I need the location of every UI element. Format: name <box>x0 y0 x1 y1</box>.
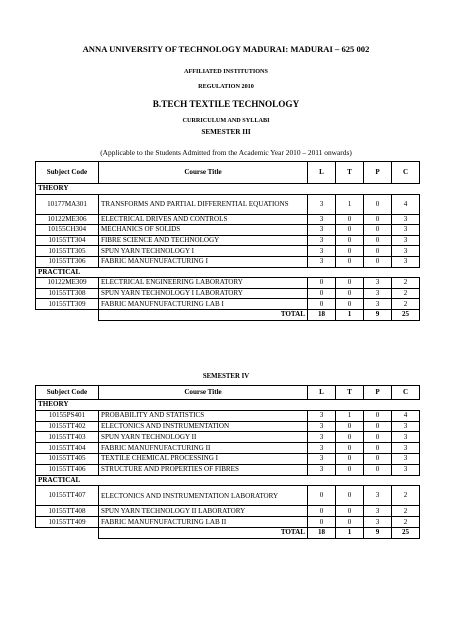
credit-value: 0 <box>364 256 392 267</box>
table-row <box>36 486 420 506</box>
subject-code: 10155PS401 <box>36 410 99 421</box>
table-row <box>36 278 420 289</box>
table-row <box>36 225 420 236</box>
table-row <box>36 443 420 454</box>
course-title: TEXTILE CHEMICAL PROCESSING I <box>99 453 308 464</box>
credit-value: 3 <box>364 278 392 289</box>
applicability-note: (Applicable to the Students Admitted from the Academic Year 2010 – 2011 onwards) <box>100 148 352 157</box>
credit-value: 0 <box>308 278 336 289</box>
credit-value: 0 <box>336 288 364 299</box>
section-row <box>36 400 420 411</box>
credit-value: 1 <box>336 194 364 214</box>
subject-code: 10155TT405 <box>36 453 99 464</box>
section-label: PRACTICAL <box>36 267 420 278</box>
credit-value: 0 <box>308 288 336 299</box>
credit-value: 3 <box>392 214 420 225</box>
programme-title: B.TECH TEXTILE TECHNOLOGY <box>152 99 300 109</box>
total-value: 25 <box>392 527 420 538</box>
subject-code: 10155TT304 <box>36 235 99 246</box>
subject-code: 10122ME306 <box>36 214 99 225</box>
table-row <box>36 194 420 214</box>
credit-value: 0 <box>336 214 364 225</box>
credit-value: 3 <box>308 246 336 257</box>
total-row <box>36 527 420 538</box>
column-header: L <box>308 162 336 184</box>
course-title: PROBABILITY AND STATISTICS <box>99 410 308 421</box>
subject-code: 10155TT404 <box>36 443 99 454</box>
credit-value: 3 <box>364 517 392 528</box>
subject-code: 10155TT308 <box>36 288 99 299</box>
credit-value: 0 <box>336 299 364 310</box>
credit-value: 3 <box>308 256 336 267</box>
column-header: T <box>336 386 364 400</box>
section-row <box>36 184 420 195</box>
subject-code: 10155CH304 <box>36 225 99 236</box>
course-title: FABRIC MANUFNUFACTURING I <box>99 256 308 267</box>
credit-value: 0 <box>364 410 392 421</box>
credit-value: 3 <box>308 194 336 214</box>
course-title: SPUN YARN TECHNOLOGY II LABORATORY <box>99 506 308 517</box>
subject-code: 10155TT406 <box>36 464 99 475</box>
column-header: P <box>364 386 392 400</box>
header-row <box>36 386 420 400</box>
subject-code: 10155TT309 <box>36 299 99 310</box>
table-row <box>36 453 420 464</box>
credit-value: 0 <box>364 464 392 475</box>
total-value: 1 <box>336 309 364 320</box>
credit-value: 0 <box>364 453 392 464</box>
total-row <box>36 309 420 320</box>
subject-code: 10155TT408 <box>36 506 99 517</box>
credit-value: 0 <box>364 443 392 454</box>
table-row <box>36 421 420 432</box>
total-spacer <box>36 309 99 320</box>
credit-value: 3 <box>392 464 420 475</box>
credit-value: 2 <box>392 506 420 517</box>
section-row <box>36 267 420 278</box>
credit-value: 3 <box>308 464 336 475</box>
course-title: ELECTONICS AND INSTRUMENTATION <box>99 421 308 432</box>
section-label: THEORY <box>36 184 420 195</box>
course-title: STRUCTURE AND PROPERTIES OF FIBRES <box>99 464 308 475</box>
credit-value: 0 <box>336 443 364 454</box>
credit-value: 0 <box>336 517 364 528</box>
course-title: MECHANICS OF SOLIDS <box>99 225 308 236</box>
subject-code: 10177MA301 <box>36 194 99 214</box>
credit-value: 3 <box>308 432 336 443</box>
table-row <box>36 288 420 299</box>
course-title: FABRIC MANUFNUFACTURING II <box>99 443 308 454</box>
total-value: 18 <box>308 309 336 320</box>
credit-value: 0 <box>336 235 364 246</box>
semester-4-title: SEMESTER IV <box>202 373 250 380</box>
course-title: ELECTRICAL DRIVES AND CONTROLS <box>99 214 308 225</box>
credit-value: 3 <box>364 486 392 506</box>
credit-value: 0 <box>336 432 364 443</box>
table-row <box>36 246 420 257</box>
credit-value: 3 <box>392 421 420 432</box>
credit-value: 0 <box>308 486 336 506</box>
credit-value: 4 <box>392 410 420 421</box>
university-heading: ANNA UNIVERSITY OF TECHNOLOGY MADURAI: MADURAI – 625 002 <box>82 44 370 54</box>
table-row <box>36 235 420 246</box>
credit-value: 3 <box>392 235 420 246</box>
table-row <box>36 506 420 517</box>
credit-value: 0 <box>308 517 336 528</box>
curriculum-label: CURRICULUM AND SYLLABI <box>182 117 270 124</box>
course-title: SPUN YARN TECHNOLOGY I LABORATORY <box>99 288 308 299</box>
credit-value: 3 <box>392 432 420 443</box>
total-value: 1 <box>336 527 364 538</box>
credit-value: 0 <box>336 278 364 289</box>
credit-value: 3 <box>364 299 392 310</box>
credit-value: 2 <box>392 299 420 310</box>
table-row <box>36 214 420 225</box>
section-row <box>36 475 420 486</box>
credit-value: 0 <box>364 246 392 257</box>
credit-value: 3 <box>364 288 392 299</box>
credit-value: 0 <box>364 432 392 443</box>
course-title: SPUN YARN TECHNOLOGY I <box>99 246 308 257</box>
column-header: Course Title <box>99 162 308 184</box>
total-label: TOTAL <box>99 527 308 538</box>
table-row <box>36 410 420 421</box>
column-header: T <box>336 162 364 184</box>
credit-value: 0 <box>364 235 392 246</box>
credit-value: 2 <box>392 486 420 506</box>
total-value: 18 <box>308 527 336 538</box>
table-row <box>36 464 420 475</box>
credit-value: 3 <box>392 246 420 257</box>
column-header: Subject Code <box>36 386 99 400</box>
column-header: L <box>308 386 336 400</box>
course-title: SPUN YARN TECHNOLOGY II <box>99 432 308 443</box>
total-spacer <box>36 527 99 538</box>
credit-value: 0 <box>364 421 392 432</box>
column-header: Subject Code <box>36 162 99 184</box>
subject-code: 10122ME309 <box>36 278 99 289</box>
credit-value: 3 <box>308 453 336 464</box>
credit-value: 0 <box>364 214 392 225</box>
column-header: C <box>392 162 420 184</box>
credit-value: 3 <box>392 453 420 464</box>
column-header: P <box>364 162 392 184</box>
affiliated-institutions-label: AFFILIATED INSTITUTIONS <box>184 68 268 75</box>
course-title: FABRIC MANUFNUFACTURING LAB I <box>99 299 308 310</box>
credit-value: 3 <box>308 443 336 454</box>
credit-value: 0 <box>336 486 364 506</box>
credit-value: 1 <box>336 410 364 421</box>
credit-value: 3 <box>364 506 392 517</box>
credit-value: 3 <box>392 256 420 267</box>
credit-value: 2 <box>392 278 420 289</box>
credit-value: 0 <box>336 421 364 432</box>
subject-code: 10155TT403 <box>36 432 99 443</box>
credit-value: 3 <box>308 214 336 225</box>
section-label: PRACTICAL <box>36 475 420 486</box>
course-title: FIBRE SCIENCE AND TECHNOLOGY <box>99 235 308 246</box>
credit-value: 3 <box>392 443 420 454</box>
total-label: TOTAL <box>99 309 308 320</box>
header-row <box>36 162 420 184</box>
column-header: Course Title <box>99 386 308 400</box>
course-title: ELECTRICAL ENGINEERING LABORATORY <box>99 278 308 289</box>
course-title: FABRIC MANUFNUFACTURING LAB II <box>99 517 308 528</box>
credit-value: 0 <box>336 464 364 475</box>
credit-value: 0 <box>336 256 364 267</box>
credit-value: 3 <box>308 225 336 236</box>
credit-value: 0 <box>364 225 392 236</box>
semester-3-table <box>35 161 420 321</box>
total-value: 9 <box>364 527 392 538</box>
semester-3-title: SEMESTER III <box>201 128 251 136</box>
credit-value: 0 <box>364 194 392 214</box>
subject-code: 10155TT409 <box>36 517 99 528</box>
subject-code: 10155TT407 <box>36 486 99 506</box>
section-label: THEORY <box>36 400 420 411</box>
subject-code: 10155TT305 <box>36 246 99 257</box>
credit-value: 2 <box>392 288 420 299</box>
credit-value: 3 <box>308 421 336 432</box>
credit-value: 0 <box>308 299 336 310</box>
total-value: 9 <box>364 309 392 320</box>
table-row <box>36 432 420 443</box>
table-row <box>36 299 420 310</box>
subject-code: 10155TT402 <box>36 421 99 432</box>
credit-value: 0 <box>336 453 364 464</box>
credit-value: 0 <box>308 506 336 517</box>
total-value: 25 <box>392 309 420 320</box>
credit-value: 0 <box>336 225 364 236</box>
course-title: ELECTONICS AND INSTRUMENTATION LABORATORY <box>99 486 308 506</box>
credit-value: 3 <box>308 410 336 421</box>
credit-value: 2 <box>392 517 420 528</box>
credit-value: 0 <box>336 246 364 257</box>
subject-code: 10155TT306 <box>36 256 99 267</box>
table-row <box>36 256 420 267</box>
column-header: C <box>392 386 420 400</box>
semester-4-table <box>35 385 420 539</box>
credit-value: 4 <box>392 194 420 214</box>
course-title: TRANSFORMS AND PARTIAL DIFFERENTIAL EQUATIONS <box>99 194 308 214</box>
regulation-label: REGULATION 2010 <box>198 83 254 90</box>
table-row <box>36 517 420 528</box>
credit-value: 3 <box>392 225 420 236</box>
credit-value: 3 <box>308 235 336 246</box>
credit-value: 0 <box>336 506 364 517</box>
